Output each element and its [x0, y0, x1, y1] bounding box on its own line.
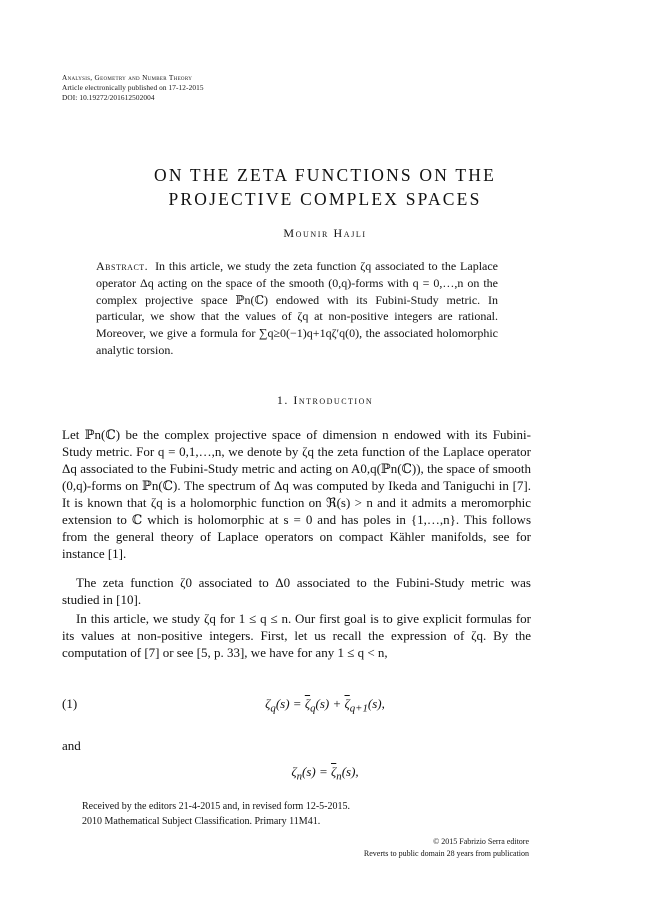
- abstract-text: In this article, we study the zeta function ζq associated to the Laplace operator Δq acting on the space of the smooth (0,q)-forms with q = 0,…,n on the complex projective space ℙn(ℂ) endowed with its Fubini-Study metric. In particular, we show that the values of ζq at non-positive integers are rational. Moreover, we give a formula for ∑q≥0(−1)q+1qζ′q(0), the associated holomorphic analytic torsion.: [96, 259, 499, 357]
- msc-note: 2010 Mathematical Subject Classification. Primary 11M41.: [82, 816, 321, 827]
- paragraph-2: The zeta function ζ0 associated to Δ0 associated to the Fubini-Study metric was studied in [10].: [62, 575, 531, 607]
- paper-title-line-1: ON THE ZETA FUNCTIONS ON THE: [154, 165, 496, 185]
- author-name: Mounir Hajli: [283, 226, 367, 240]
- received-note: Received by the editors 21-4-2015 and, in revised form 12-5-2015.: [82, 801, 350, 812]
- equation-1: $\zeta_q(s) = \overline{\zeta}_q(s) + \overline{\zeta}_{q+1}(s)$,: [265, 696, 385, 715]
- publication-date: Article electronically published on 17-12-2015: [62, 83, 204, 92]
- abstract-label: Abstract.: [96, 259, 149, 273]
- journal-name: Analysis, Geometry and Number Theory: [62, 73, 193, 82]
- doi[interactable]: DOI: 10.19272/201612502004: [62, 93, 155, 102]
- paragraph-1: Let ℙn(ℂ) be the complex projective space of dimension n endowed with its Fubini-Study metric. For q = 0,1,…,n, we denote by ζq the zeta function of the Laplace operator Δq associated to the Fubini-Study metric and acting on A0,q(ℙn(ℂ)), the space of smooth (0,q)-forms on ℙn(ℂ). The spectrum of Δq was computed by Ikeda and Taniguchi in [7]. It is known that ζq is a holomorphic function on ℜ(s) > n and it admits a meromorphic extension to ℂ which is holomorphic at s = 0 and has poles in {1,…,n}. This follows from the general theory of Laplace operators on compact Kähler manifolds, see for instance [1].: [62, 427, 531, 561]
- paper-title-line-2: PROJECTIVE COMPLEX SPACES: [168, 189, 482, 209]
- equation-2: $\zeta_n(s) = \overline{\zeta}_n(s)$,: [291, 764, 359, 783]
- section-heading: 1. Introduction: [276, 393, 374, 407]
- public-domain-note: Reverts to public domain 28 years from publication: [363, 849, 529, 858]
- paragraph-3: In this article, we study ζq for 1 ≤ q ≤ n. Our first goal is to give explicit formulas for its values at non-positive integers. First, let us recall the expression of ζq. By the computation of [7] or see [5, p. 33], we have for any 1 ≤ q < n,: [62, 611, 531, 660]
- equation-number: (1): [62, 696, 78, 711]
- connector-and: and: [62, 738, 81, 753]
- copyright-line: © 2015 Fabrizio Serra editore: [433, 837, 529, 846]
- abstract: [96, 258, 498, 359]
